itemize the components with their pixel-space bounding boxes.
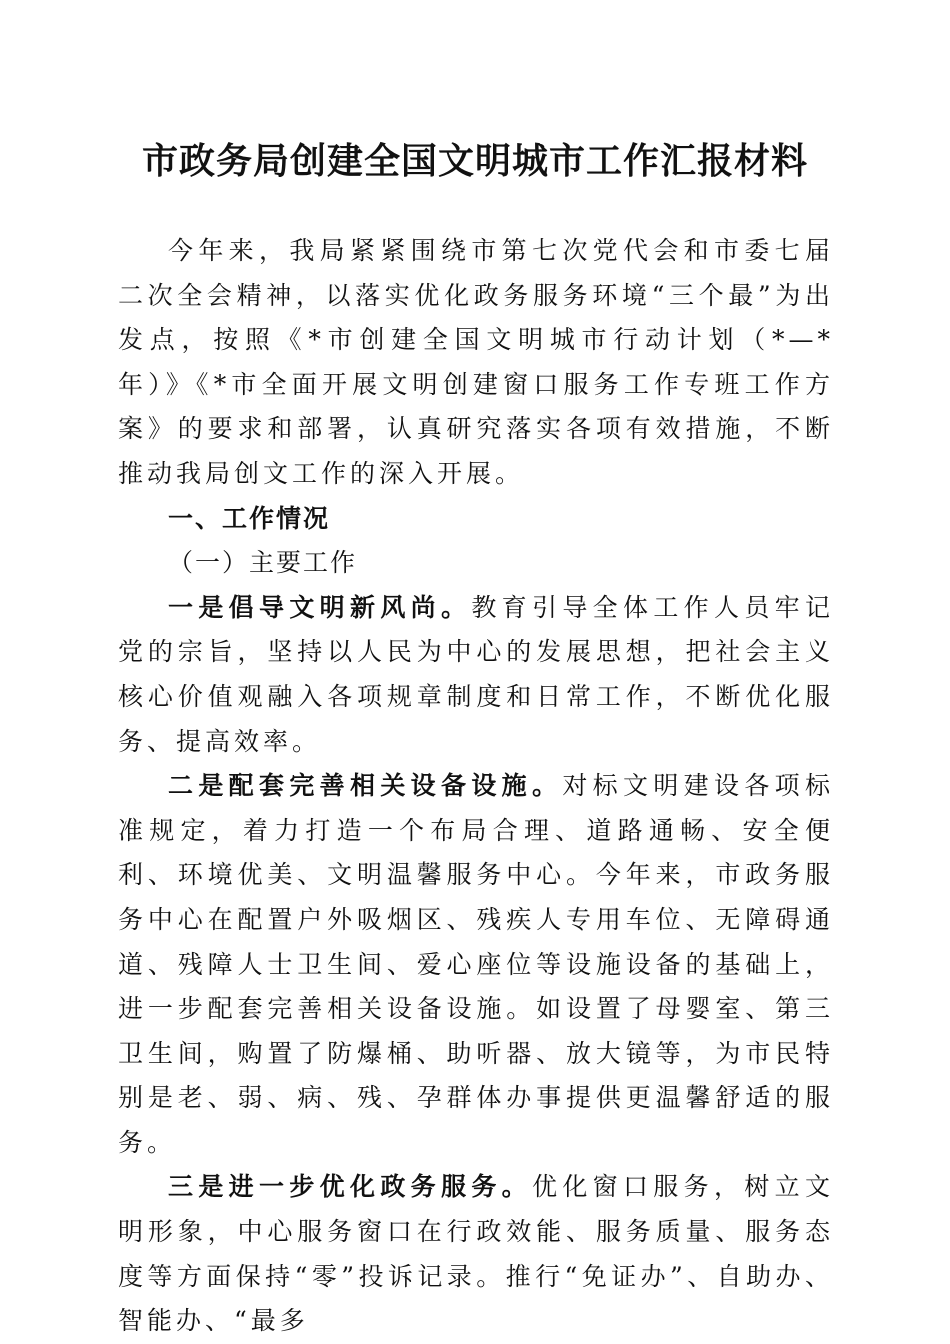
- document-body: [118, 229, 834, 1344]
- item-text: 教育引导全体工作人员牢记党的宗旨，坚持以人民为中心的发展思想，把社会主义核心价值观融入各项规章制度和日常工作，不断优化服务、提高效率。: [118, 592, 834, 756]
- item-paragraph-1: [118, 586, 834, 764]
- item-paragraph-3: [118, 1165, 834, 1343]
- intro-paragraph: 今年来，我局紧紧围绕市第七次党代会和市委七届二次全会精神，以落实优化政务服务环境“三个最”为出发点，按照《*市创建全国文明城市行动计划（*—*年）》《*市全面开展文明创建窗口服务工作专班工作方案》的要求和部署，认真研究落实各项有效措施，不断推动我局创文工作的深入开展。: [118, 236, 834, 488]
- section-heading: 一、工作情况: [168, 503, 331, 533]
- item-lead: 二是配套完善相关设备设施。: [168, 771, 563, 801]
- item-text: 对标文明建设各项标准规定，着力打造一个布局合理、道路通畅、安全便利、环境优美、文明温馨服务中心。今年来，市政务服务中心在配置户外吸烟区、残疾人专用车位、无障碍通道、残障人士卫生间、爱心座位等设施设备的基础上，进一步配套完善相关设备设施。如设置了母婴室、第三卫生间，购置了防爆桶、助听器、放大镜等，为市民特别是老、弱、病、残、孕群体办事提供更温馨舒适的服务。: [118, 771, 834, 1157]
- subsection-heading: （一）主要工作: [168, 548, 358, 578]
- item-lead: 一是倡导文明新风尚。: [168, 592, 472, 622]
- item-lead: 三是进一步优化政务服务。: [168, 1172, 532, 1202]
- item-text: 优化窗口服务，树立文明形象，中心服务窗口在行政效能、服务质量、服务态度等方面保持“零”投诉记录。推行“免证办”、自助办、智能办、“最多: [118, 1172, 834, 1336]
- document-title: 市政务局创建全国文明城市工作汇报材料: [141, 140, 808, 182]
- item-paragraph-2: [118, 764, 834, 1165]
